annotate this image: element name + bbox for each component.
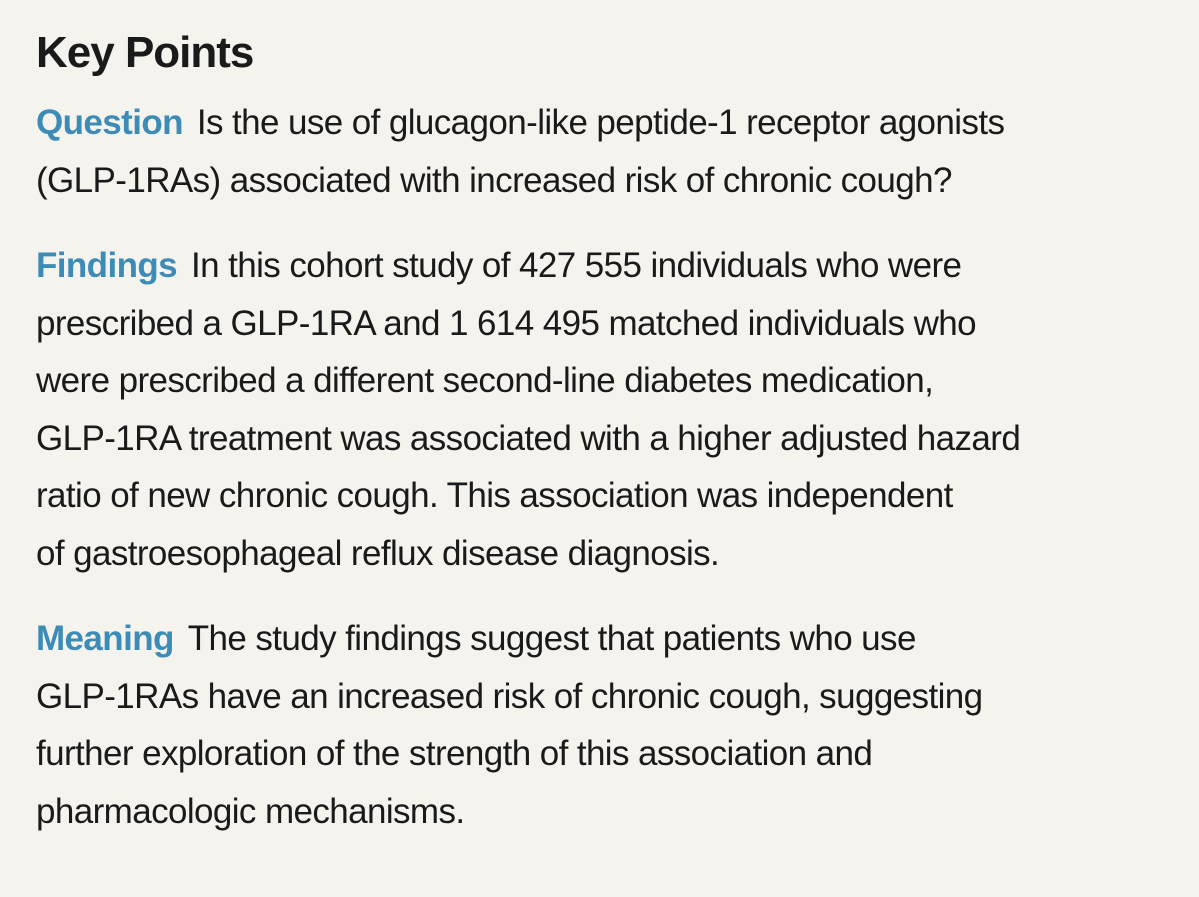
findings-text-1: In this cohort study of 427 555 individuals who were: [191, 246, 962, 285]
findings-text-3: were prescribed a different second-line diabetes medication,: [36, 361, 934, 400]
findings-text-2: prescribed a GLP-1RA and 1 614 495 matched individuals who: [36, 303, 976, 343]
meaning-line-1: [36, 610, 1179, 668]
findings-section: [36, 237, 1179, 582]
findings-text-6: of gastroesophageal reflux disease diagnosis.: [36, 533, 720, 573]
meaning-text-1: The study findings suggest that patients who use: [187, 619, 916, 658]
meaning-section: [36, 610, 1179, 840]
findings-text-4: GLP-1RA treatment was associated with a higher adjusted hazard: [36, 418, 1021, 458]
findings-label: Findings: [36, 246, 178, 285]
meaning-label: Meaning: [36, 619, 174, 658]
meaning-text-3: further exploration of the strength of this association and: [36, 734, 873, 773]
question-section: [36, 94, 1179, 209]
question-text-2: (GLP-1RAs) associated with increased risk of chronic cough?: [36, 160, 952, 200]
question-label: Question: [36, 103, 183, 142]
meaning-text-2: GLP-1RAs have an increased risk of chronic cough, suggesting: [36, 676, 983, 716]
findings-text-5: ratio of new chronic cough. This association was independent: [36, 476, 953, 515]
question-text-1: Is the use of glucagon-like peptide-1 receptor agonists: [196, 103, 1005, 142]
question-line-1: [36, 94, 1179, 152]
key-points-title: Key Points: [36, 28, 254, 77]
meaning-text-4: pharmacologic mechanisms.: [36, 791, 465, 831]
findings-line-1: [36, 237, 1179, 295]
